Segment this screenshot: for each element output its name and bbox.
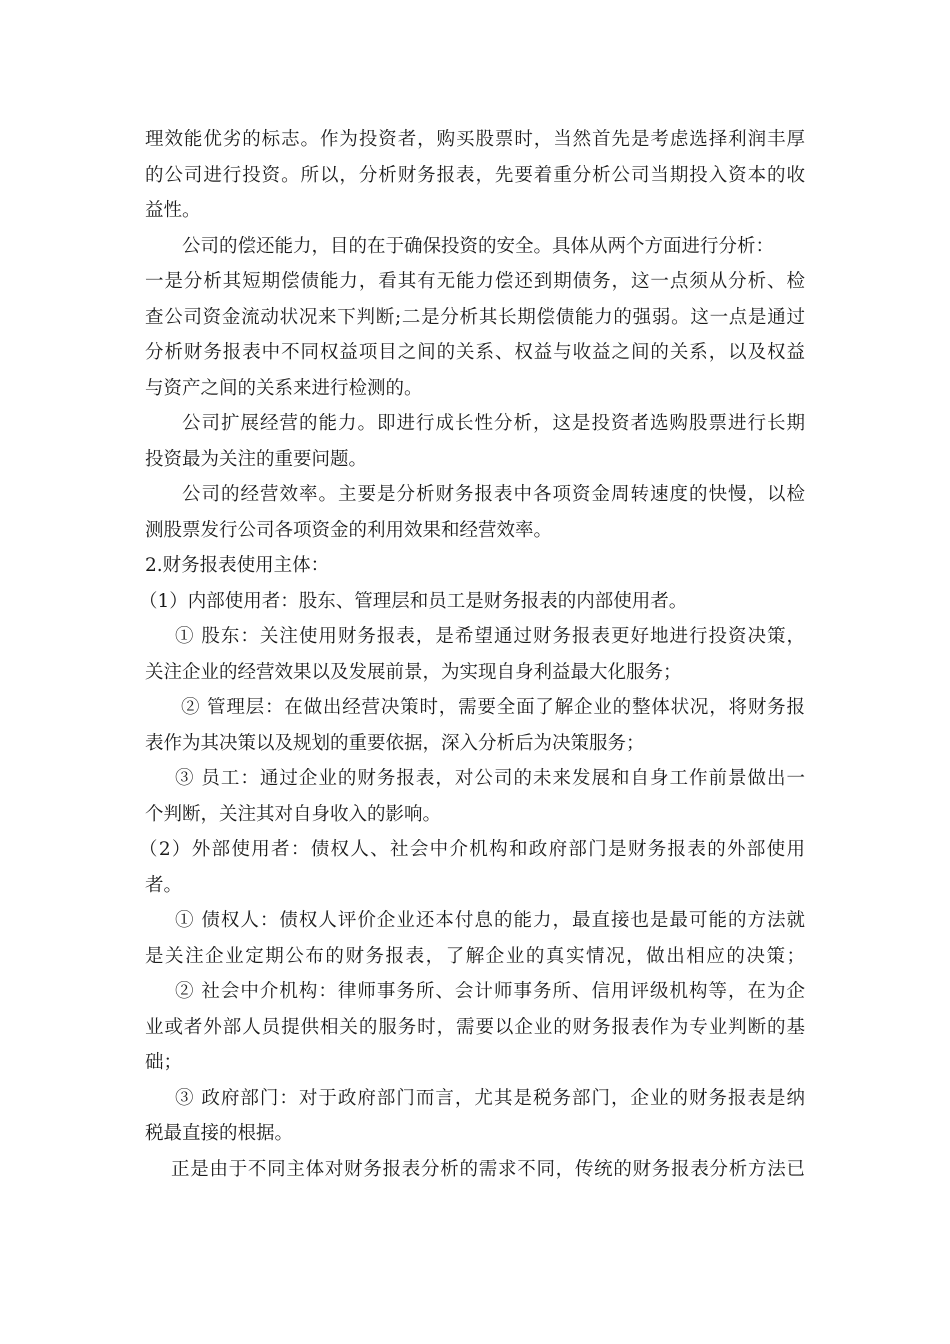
text-line: 业或者外部人员提供相关的服务时，需要以企业的财务报表作为专业判断的基 <box>145 1016 805 1038</box>
text-line: 与资产之间的关系来进行检测的。 <box>145 377 423 399</box>
section-heading: 2.财务报表使用主体： <box>145 555 330 576</box>
text-line: 税最直接的根据。 <box>145 1123 294 1144</box>
text-line: 益性。 <box>145 200 201 221</box>
text-line: 是关注企业定期公布的财务报表，了解企业的真实情况，做出相应的决策； <box>145 945 805 967</box>
text-line: ① 债权人：债权人评价企业还本付息的能力，最直接也是最可能的方法就 <box>175 910 805 931</box>
text-line: 个判断，关注其对自身收入的影响。 <box>145 803 442 825</box>
text-line: 测股票发行公司各项资金的利用效果和经营效率。 <box>145 519 553 541</box>
text-line: ③ 员工：通过企业的财务报表，对公司的未来发展和自身工作前景做出一 <box>175 768 805 789</box>
body-text <box>139 122 805 1187</box>
text-line: ③ 政府部门：对于政府部门而言，尤其是税务部门，企业的财务报表是纳 <box>175 1087 805 1109</box>
text-line: 公司扩展经营的能力。即进行成长性分析，这是投资者选购股票进行长期 <box>182 413 805 434</box>
text-line: 公司的经营效率。主要是分析财务报表中各项资金周转速度的快慢，以检 <box>182 484 805 505</box>
text-line: 正是由于不同主体对财务报表分析的需求不同，传统的财务报表分析方法已 <box>171 1158 805 1180</box>
text-line: 理效能优劣的标志。作为投资者，购买股票时，当然首先是考虑选择利润丰厚 <box>145 129 805 150</box>
text-line: 投资最为关注的重要问题。 <box>145 448 368 470</box>
text-line: 的公司进行投资。所以，分析财务报表，先要着重分析公司当期投入资本的收 <box>145 164 805 186</box>
text-line: 表作为其决策以及规划的重要依据，深入分析后为决策服务； <box>145 732 645 754</box>
text-line: 一是分析其短期偿债能力，看其有无能力偿还到期债务，这一点须从分析、检 <box>145 271 805 292</box>
text-line: 分析财务报表中不同权益项目之间的关系、权益与收益之间的关系，以及权益 <box>145 342 805 363</box>
text-line: 关注企业的经营效果以及发展前景，为实现自身利益最大化服务； <box>145 661 682 683</box>
text-line: ① 股东：关注使用财务报表，是希望通过财务报表更好地进行投资决策， <box>175 626 805 647</box>
text-line: ② 管理层：在做出经营决策时，需要全面了解企业的整体状况，将财务报 <box>181 697 805 718</box>
subsection-heading: （2）外部使用者：债权人、社会中介机构和政府部门是财务报表的外部使用 <box>139 839 805 860</box>
text-line: 查公司资金流动状况来下判断;二是分析其长期偿债能力的强弱。这一点是通过 <box>145 306 805 328</box>
text-line: 础； <box>145 1052 183 1073</box>
text-line: 公司的偿还能力，目的在于确保投资的安全。具体从两个方面进行分析： <box>182 235 775 257</box>
subsection-heading: （1）内部使用者：股东、管理层和员工是财务报表的内部使用者。 <box>139 590 688 612</box>
text-line: 者。 <box>145 874 183 896</box>
text-line: ② 社会中介机构：律师事务所、会计师事务所、信用评级机构等，在为企 <box>175 981 805 1002</box>
